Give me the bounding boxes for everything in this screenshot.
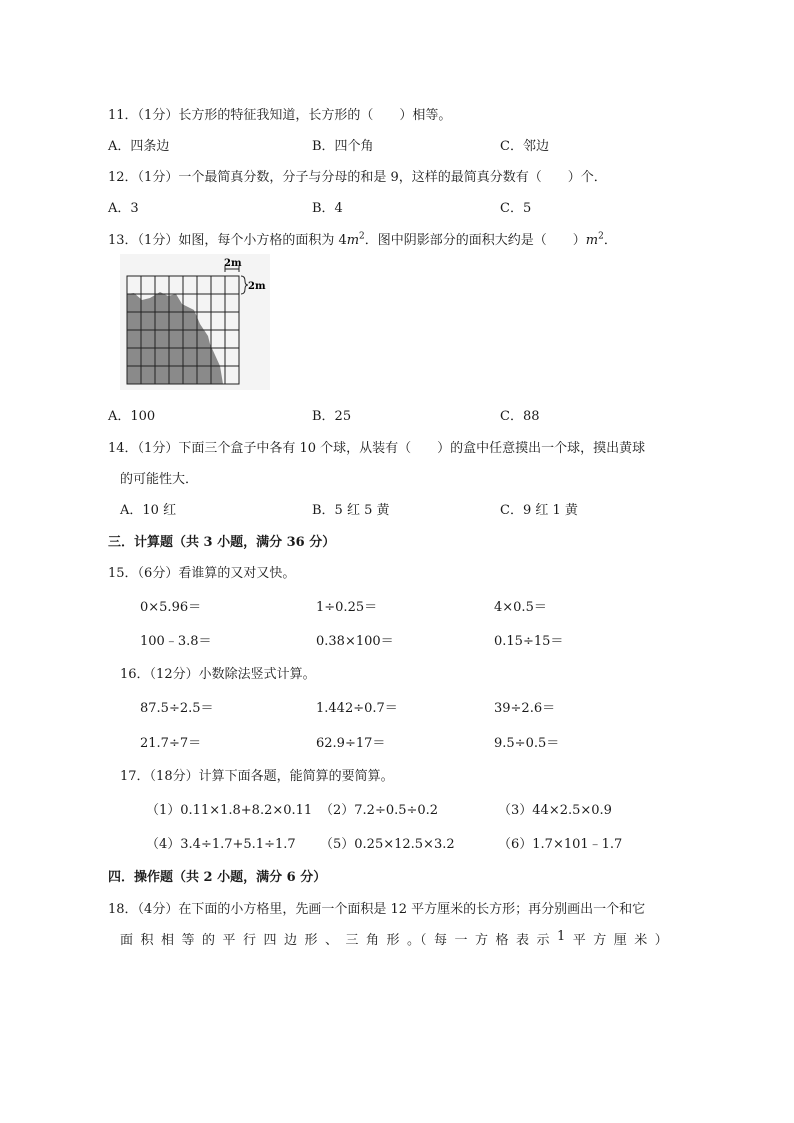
- q14-option-c: C．9 红 1 黄: [500, 503, 578, 518]
- q12-option-a: A．3: [108, 201, 139, 216]
- q18-line2-char: 。（: [407, 933, 427, 948]
- q16-item-6: 9.5÷0.5＝: [494, 736, 560, 751]
- q18-line2-char: 四: [263, 933, 277, 948]
- q18-line2-char: 、: [325, 933, 339, 948]
- q16-item-4: 21.7÷7＝: [140, 736, 202, 751]
- q15-stem: 15．（6分）看谁算的又对又快。: [108, 566, 296, 581]
- q17-item-3: （3）44×2.5×0.9: [498, 803, 612, 818]
- q17-item-4: （4）3.4÷1.7+5.1÷1.7: [146, 837, 296, 852]
- q16-item-5: 62.9÷17＝: [316, 736, 386, 751]
- q16-stem: 16．（12分）小数除法竖式计算。: [120, 667, 316, 682]
- section-3-heading: 三．计算题（共 3 小题，满分 36 分）: [108, 535, 336, 550]
- q18-line2-char: 相: [161, 933, 175, 948]
- q18-line2: [120, 929, 668, 948]
- q13-unit: m: [346, 233, 360, 248]
- q13-option-a: A．100: [108, 409, 156, 424]
- q11-stem: 11．（1分）长方形的特征我知道，长方形的（ ）相等。: [108, 108, 452, 123]
- q14-stem-line1: 14．（1分）下面三个盒子中各有 10 个球，从装有（ ）的盒中任意摸出一个球，摸出黄球: [108, 441, 646, 456]
- q15-item-4: 100﹣3.8＝: [140, 634, 212, 649]
- q14-option-a: A．10 红: [120, 503, 177, 518]
- q13-stem-part2: ．图中阴影部分的面积大约是（ ）: [364, 233, 586, 248]
- q18-line2-char: 厘: [613, 933, 627, 948]
- q16-item-2: 1.442÷0.7＝: [316, 701, 398, 716]
- q17-item-6: （6）1.7×101﹣1.7: [498, 837, 623, 852]
- q16-item-3: 39÷2.6＝: [494, 701, 556, 716]
- q15-item-6: 0.15÷15＝: [494, 634, 564, 649]
- q11-option-a: A．四条边: [108, 139, 170, 154]
- q18-line2-char: 行: [243, 933, 257, 948]
- q15-item-5: 0.38×100＝: [316, 634, 394, 649]
- q17-item-2: （2）7.2÷0.5÷0.2: [320, 803, 439, 818]
- q13-unit-2: m: [585, 233, 599, 248]
- q18-line2-char: 形: [304, 933, 318, 948]
- q18-line2-char: 方: [475, 933, 489, 948]
- q18-line2-char: 等: [181, 933, 195, 948]
- q18-line2-char: ）: [654, 933, 668, 948]
- q18-line2-char: 的: [202, 933, 216, 948]
- q14-option-b: B．5 红 5 黄: [312, 503, 390, 518]
- q13-exponent: 2: [359, 231, 365, 242]
- q12-option-c: C．5: [500, 201, 532, 216]
- q18-line2-char: 表: [516, 933, 530, 948]
- q17-stem: 17．（18分）计算下面各题，能简算的要简算。: [120, 769, 394, 784]
- q17-item-1: （1）0.11×1.8+8.2×0.11: [146, 803, 313, 818]
- q15-item-1: 0×5.96＝: [140, 600, 202, 615]
- section-4-heading: 四．操作题（共 2 小题，满分 6 分）: [108, 870, 327, 885]
- q18-line2-char: 一: [454, 933, 468, 948]
- q18-line2-char: 三: [345, 933, 359, 948]
- q12-option-b: B．4: [312, 201, 343, 216]
- q14-stem-line2: 的可能性大．: [120, 472, 199, 487]
- q11-option-b: B．四个角: [312, 139, 374, 154]
- q13-stem: 13．（1分）如图，每个小方格的面积为 $4m^2$．图中阴影部分的面积大约是（ ）$m^2$．: [108, 231, 617, 248]
- q18-line2-char: 示: [536, 933, 550, 948]
- q15-item-2: 1÷0.25＝: [316, 600, 378, 615]
- q18-line2-char: 米: [634, 933, 648, 948]
- q18-line2-char: 1: [557, 929, 566, 944]
- top-dimension-label: 2m: [224, 258, 242, 269]
- q13-exponent-2: 2: [598, 231, 604, 242]
- q18-line2-char: 形: [386, 933, 400, 948]
- q18-line2-char: 边: [284, 933, 298, 948]
- q18-line2-char: 格: [495, 933, 509, 948]
- q13-grid-figure: [120, 254, 270, 390]
- q11-option-c: C．邻边: [500, 139, 549, 154]
- q18-line2-char: 平: [572, 933, 586, 948]
- q13-stem-part1: 13．（1分）如图，每个小方格的面积为 4: [108, 233, 347, 248]
- q18-line2-char: 方: [593, 933, 607, 948]
- q18-line1: 18．（4分）在下面的小方格里，先画一个面积是 12 平方厘米的长方形；再分别画出一个和它: [108, 902, 646, 917]
- q13-option-c: C．88: [500, 409, 540, 424]
- q18-line2-char: 每: [434, 933, 448, 948]
- q18-line2-char: 平: [222, 933, 236, 948]
- q16-item-1: 87.5÷2.5＝: [140, 701, 214, 716]
- q13-option-b: B．25: [312, 409, 352, 424]
- q15-item-3: 4×0.5＝: [494, 600, 547, 615]
- q18-line2-char: 积: [140, 933, 154, 948]
- q12-stem: 12．（1分）一个最简真分数，分子与分母的和是 9，这样的最简真分数有（ ）个．: [108, 170, 607, 185]
- right-dimension-label: 2m: [248, 281, 266, 292]
- q18-line2-char: 面: [120, 933, 134, 948]
- q17-item-5: （5）0.25×12.5×3.2: [320, 837, 455, 852]
- q18-line2-char: 角: [366, 933, 380, 948]
